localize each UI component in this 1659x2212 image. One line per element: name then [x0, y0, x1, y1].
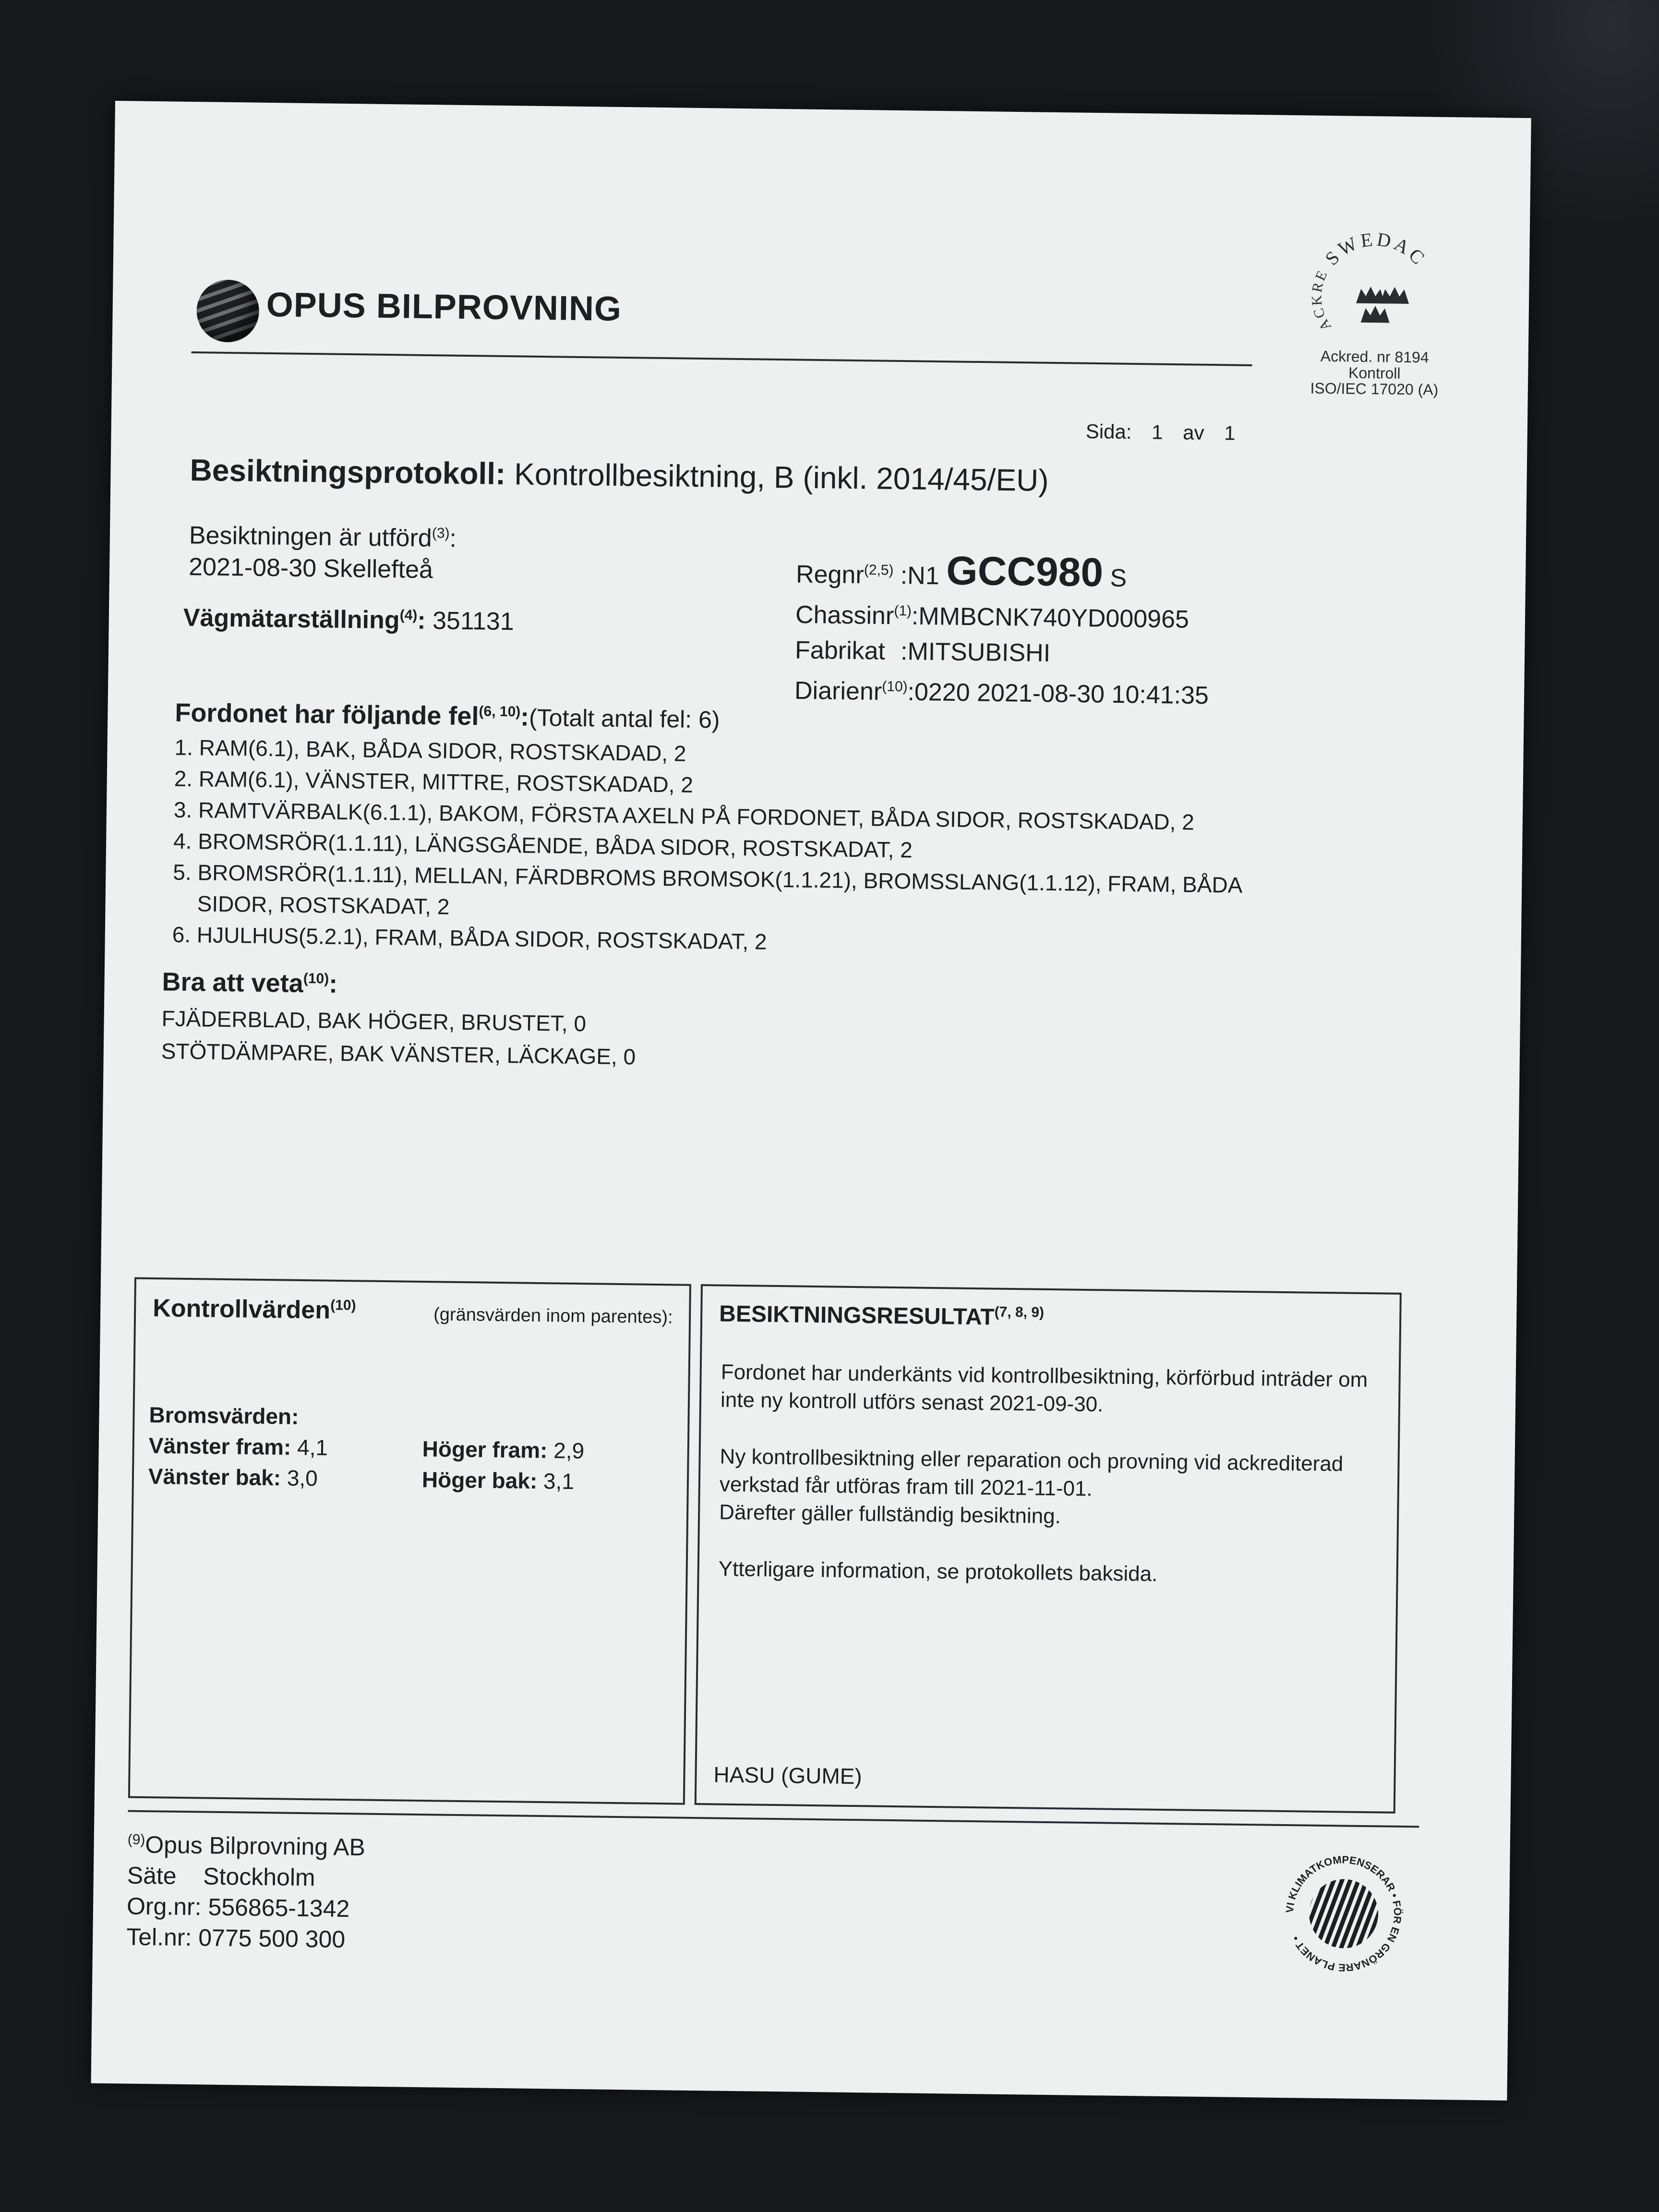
result-body	[718, 1358, 1393, 1620]
brake-rear-row: Vänster bak: 3,0 Höger bak: 3,1	[148, 1464, 575, 1494]
diary-row: Diarienr$^{(10)}$:0220 2021-08-30 10:41:35	[794, 677, 1209, 710]
page-of: av	[1182, 421, 1204, 444]
odometer-label: Vägmätarställning	[183, 603, 400, 635]
result-title: BESIKTNINGSRESULTAT$^{(7, 8, 9)}$	[719, 1301, 1045, 1330]
registration-number: GCC980	[946, 548, 1104, 595]
right-front-value: 2,9	[553, 1438, 585, 1464]
faults-list	[172, 732, 1422, 966]
faults-section	[172, 692, 1423, 966]
fault-item-continued: SIDOR, ROSTSKADAT, 2	[172, 890, 450, 919]
page-label: Sida:	[1085, 420, 1132, 443]
page-total: 1	[1224, 421, 1236, 445]
fault-item: 3. RAMTVÄRBALK(6.1.1), BAKOM, FÖRSTA AXELN PÅ FORDONET, BÅDA SIDOR, ROSTSKADAD, 2	[173, 797, 1195, 835]
right-rear-value: 3,1	[543, 1468, 575, 1494]
badge-ring-text: VI KLIMATKOMPENSERAR • FÖR EN GRÖNARE PLANET •	[1283, 1853, 1404, 1974]
company-phone: Tel.nr: 0775 500 300	[126, 1923, 346, 1953]
company-org-nr: Org.nr: 556865-1342	[126, 1892, 350, 1922]
make-row: Fabrikat :MITSUBISHI	[794, 636, 1051, 668]
company-seat: Säte Stockholm	[127, 1862, 316, 1891]
brake-values-heading: Bromsvärden:	[149, 1402, 299, 1429]
control-values-title: Kontrollvärden$^{(10)}$	[152, 1294, 356, 1324]
control-values-box	[128, 1277, 691, 1805]
chassis-number: :MMBCNK740YD000965	[911, 602, 1190, 634]
note-item: STÖTDÄMPARE, BAK VÄNSTER, LÄCKAGE, 0	[161, 1038, 636, 1070]
performed-value: 2021-08-30 Skellefteå	[188, 553, 433, 584]
result-paragraph: Ny kontrollbesiktning eller reparation och provning vid ackrediterad verkstad får utföras fram till 2021-11-01. Därefter gäller fullständig besiktning.	[719, 1444, 1344, 1528]
faults-heading: Fordonet har följande fel$^{(6, 10)}$:(Totalt antal fel: 6)	[175, 698, 720, 733]
result-paragraph: Ytterligare information, se protokollets baksida.	[718, 1557, 1158, 1586]
header-divider	[192, 351, 1252, 366]
fault-item: 6. HJULHUS(5.2.1), FRAM, BÅDA SIDOR, ROSTSKADAT, 2	[172, 922, 767, 954]
fault-item: 1. RAM(6.1), BAK, BÅDA SIDOR, ROSTSKADAD, 2	[174, 734, 686, 766]
footer-divider	[128, 1810, 1419, 1828]
control-values-note: (gränsvärden inom parentes):	[433, 1304, 673, 1328]
good-to-know-heading: Bra att veta$^{(10)}$:	[162, 967, 338, 998]
faults-total: (Totalt antal fel: 6)	[529, 704, 720, 733]
vehicle-make: :MITSUBISHI	[900, 637, 1051, 668]
chassis-row: Chassinr$^{(1)}$:MMBCNK740YD000965	[795, 601, 1190, 634]
seal-kontroll: Kontroll	[1348, 364, 1401, 382]
vehicle-info	[794, 548, 1211, 713]
odometer-value: 351131	[432, 607, 515, 636]
inspection-result-box	[695, 1284, 1402, 1814]
company-footer: $^{(9)}$Opus Bilprovning AB Säte Stockholm Org.nr: 556865-1342 Tel.nr: 0775 500 300	[126, 1825, 365, 1955]
seal-ring-text: ACKREDITERING	[1309, 266, 1334, 334]
left-rear-value: 3,0	[287, 1465, 318, 1491]
page-number: 1	[1151, 421, 1163, 444]
swedac-crowns-icon	[1303, 230, 1448, 348]
fault-item: 5. BROMSRÖR(1.1.11), MELLAN, FÄRDBROMS BROMSOK(1.1.21), BROMSSLANG(1.1.12), FRAM, BÅDA	[173, 859, 1243, 898]
odometer-block: Vägmätarställning$^{(4)}$: 351131	[183, 603, 515, 636]
climate-compensation-badge	[1283, 1853, 1405, 1974]
seal-iso: ISO/IEC 17020 (A)	[1310, 379, 1439, 398]
seal-accred-nr: Ackred. nr 8194	[1320, 347, 1429, 366]
result-paragraph: Fordonet har underkänts vid kontrollbesiktning, körförbud inträder om inte ny kontroll utförs senast 2021-09-30.	[720, 1360, 1368, 1417]
performed-label: Besiktningen är utförd	[189, 521, 433, 553]
brand-name: OPUS BILPROVNING	[266, 285, 622, 328]
left-front-value: 4,1	[297, 1434, 328, 1460]
brake-values	[148, 1399, 697, 1498]
document-title	[190, 452, 1049, 498]
opus-logo-icon	[196, 279, 260, 343]
brake-front-row: Vänster fram: 4,1 Höger fram: 2,9	[148, 1433, 585, 1464]
fault-item: 2. RAM(6.1), VÄNSTER, MITTRE, ROSTSKADAD, 2	[174, 766, 694, 797]
company-name: Opus Bilprovning AB	[144, 1831, 366, 1861]
svg-text:SWEDAC	[1321, 230, 1431, 270]
good-to-know-section	[161, 961, 637, 1073]
regnr-row: Regnr$^{(2,5)}$ :N1 GCC980 S	[795, 548, 1127, 595]
inspector-signature: HASU (GUME)	[713, 1762, 863, 1789]
performed-block: Besiktningen är utförd$^{(3)}$: 2021-08-30 Skellefteå	[189, 515, 457, 586]
inspection-protocol-paper	[91, 101, 1531, 2101]
diary-number: :0220 2021-08-30 10:41:35	[907, 678, 1209, 710]
globe-icon	[1283, 1853, 1405, 1974]
performed-sup: (3)	[432, 525, 450, 541]
swedac-seal	[1302, 230, 1448, 398]
fault-item: 4. BROMSRÖR(1.1.11), LÄNGSGÅENDE, BÅDA SIDOR, ROSTSKADAT, 2	[173, 828, 913, 863]
title-rest: Kontrollbesiktning, B (inkl. 2014/45/EU)	[514, 457, 1049, 498]
page-indicator	[1085, 420, 1250, 445]
seal-top-text: SWEDAC	[1321, 230, 1431, 271]
note-item: FJÄDERBLAD, BAK HÖGER, BRUSTET, 0	[161, 1006, 587, 1036]
title-bold: Besiktningsprotokoll:	[190, 452, 506, 491]
